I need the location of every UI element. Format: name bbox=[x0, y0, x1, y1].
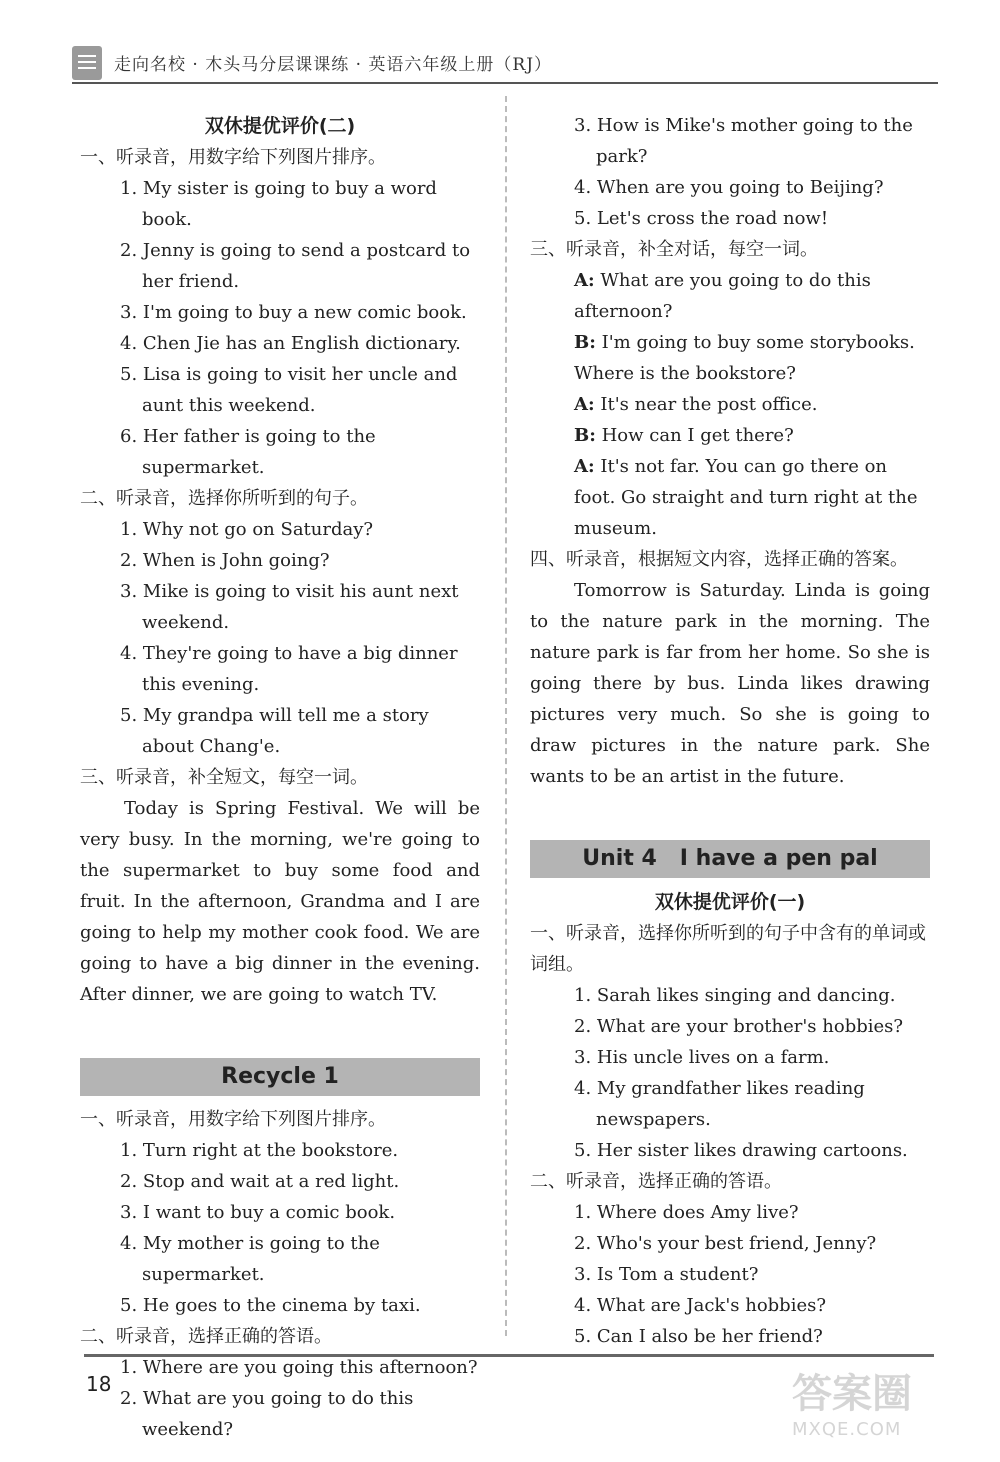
dialogue-line: B: How can I get there? bbox=[574, 425, 794, 446]
watermark-logo: 答案圈 MXQE.COM bbox=[792, 1371, 912, 1440]
dialogue-line: A: It's not far. You can go there on foot. Go straight and turn right at the museum. bbox=[574, 456, 918, 539]
list-item: 4. Chen Jie has an English dictionary. bbox=[120, 333, 461, 354]
list-item: 5. Let's cross the road now! bbox=[574, 208, 829, 229]
question-heading: 一、听录音，用数字给下列图片排序。 bbox=[80, 1109, 386, 1130]
list-item: 1. Why not go on Saturday? bbox=[120, 519, 374, 540]
list-item: 5. Her sister likes drawing cartoons. bbox=[574, 1140, 908, 1161]
header-title: 走向名校 · 木头马分层课课练 · 英语六年级上册（RJ） bbox=[114, 55, 553, 75]
recycle-banner: Recycle 1 bbox=[80, 1058, 480, 1096]
question-heading: 二、听录音，选择正确的答语。 bbox=[530, 1171, 782, 1192]
list-item: 1. Where are you going this afternoon? bbox=[120, 1357, 478, 1378]
header-rule bbox=[72, 82, 938, 84]
list-item: 2. What are your brother's hobbies? bbox=[574, 1016, 904, 1037]
list-item: 3. How is Mike's mother going to the park? bbox=[574, 115, 913, 167]
book-icon bbox=[72, 46, 102, 80]
list-item: 3. I'm going to buy a new comic book. bbox=[120, 302, 467, 323]
question-heading: 二、听录音，选择你所听到的句子。 bbox=[80, 488, 368, 509]
list-item: 1. Sarah likes singing and dancing. bbox=[574, 985, 896, 1006]
question-heading: 一、听录音，用数字给下列图片排序。 bbox=[80, 147, 386, 168]
list-item: 5. Can I also be her friend? bbox=[574, 1326, 823, 1347]
list-item: 6. Her father is going to the supermarket. bbox=[120, 426, 376, 478]
list-item: 2. Jenny is going to send a postcard to her friend. bbox=[120, 240, 471, 292]
page-header bbox=[72, 42, 942, 86]
list-item: 3. Mike is going to visit his aunt next weekend. bbox=[120, 581, 459, 633]
list-item: 1. My sister is going to buy a word book. bbox=[120, 178, 437, 230]
list-item: 1. Turn right at the bookstore. bbox=[120, 1140, 399, 1161]
list-item: 2. When is John going? bbox=[120, 550, 330, 571]
right-column bbox=[530, 110, 930, 1352]
list-item: 5. Lisa is going to visit her uncle and aunt this weekend. bbox=[120, 364, 458, 416]
list-item: 3. His uncle lives on a farm. bbox=[574, 1047, 830, 1068]
list-item: 4. My grandfather likes reading newspapers. bbox=[574, 1078, 865, 1130]
list-item: 1. Where does Amy live? bbox=[574, 1202, 799, 1223]
unit-banner: Unit 4 I have a pen pal bbox=[530, 840, 930, 878]
section-title: 双休提优评价(一) bbox=[654, 891, 806, 913]
list-item: 4. My mother is going to the supermarket. bbox=[120, 1233, 380, 1285]
section-title: 双休提优评价(二) bbox=[204, 115, 356, 137]
footer-rule bbox=[84, 1354, 934, 1357]
question-heading: 三、听录音，补全对话，每空一词。 bbox=[530, 239, 818, 260]
list-item: 4. When are you going to Beijing? bbox=[574, 177, 884, 198]
dialogue-line: A: What are you going to do this afternoon? bbox=[574, 270, 871, 322]
list-item: 4. What are Jack's hobbies? bbox=[574, 1295, 826, 1316]
list-item: 3. I want to buy a comic book. bbox=[120, 1202, 396, 1223]
dialogue-line: B: I'm going to buy some storybooks. Where is the bookstore? bbox=[574, 332, 915, 384]
question-heading: 三、听录音，补全短文，每空一词。 bbox=[80, 767, 368, 788]
question-heading: 一、听录音，选择你所听到的句子中含有的单词或词组。 bbox=[530, 923, 926, 975]
list-item: 2. What are you going to do this weekend? bbox=[120, 1388, 414, 1440]
page-number: 18 bbox=[86, 1372, 112, 1396]
column-divider bbox=[505, 96, 507, 1336]
question-heading: 四、听录音，根据短文内容，选择正确的答案。 bbox=[530, 549, 908, 570]
question-heading: 二、听录音，选择正确的答语。 bbox=[80, 1326, 332, 1347]
left-column bbox=[80, 110, 480, 1445]
dialogue-line: A: It's near the post office. bbox=[574, 394, 818, 415]
list-item: 3. Is Tom a student? bbox=[574, 1264, 759, 1285]
list-item: 2. Stop and wait at a red light. bbox=[120, 1171, 400, 1192]
passage: Today is Spring Festival. We will be very busy. In the morning, we're going to the supermarket to buy some food and fruit. In the afternoon, Grandma and I are going to help my mother cook food. We are going to have a big dinner in the evening. After dinner, we are going to watch TV. bbox=[80, 798, 480, 1005]
list-item: 4. They're going to have a big dinner this evening. bbox=[120, 643, 458, 695]
list-item: 5. My grandpa will tell me a story about Chang'e. bbox=[120, 705, 429, 757]
list-item: 2. Who's your best friend, Jenny? bbox=[574, 1233, 877, 1254]
list-item: 5. He goes to the cinema by taxi. bbox=[120, 1295, 421, 1316]
passage: Tomorrow is Saturday. Linda is going to the nature park in the morning. The nature park is far from her home. So she is going there by bus. Linda likes drawing pictures very much. So she is going to draw pictures in the nature park. She wants to be an artist in the future. bbox=[530, 580, 930, 787]
